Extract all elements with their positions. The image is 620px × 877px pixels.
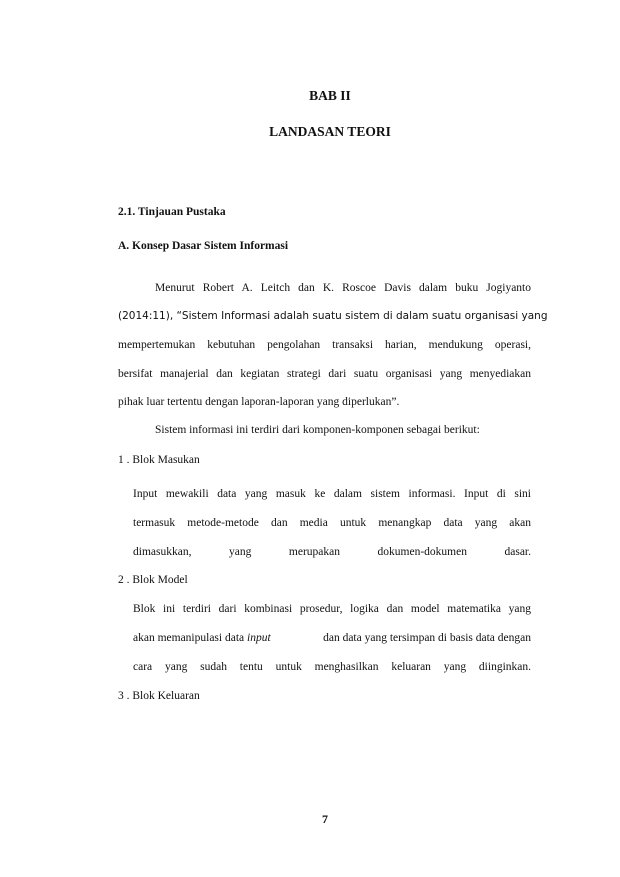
list-item-label: 1 . Blok Masukan — [118, 454, 200, 466]
list-item-text: cara yang sudah tentu untuk menghasilkan keluaran yang diinginkan. — [133, 661, 531, 673]
list-item-text-prefix: akan memanipulasi data — [133, 632, 248, 644]
paragraph-line: Menurut Robert A. Leitch dan K. Roscoe Davis dalam buku Jogiyanto — [155, 282, 531, 294]
list-item-text: Blok ini terdiri dari kombinasi prosedur, logika dan model matematika yang — [133, 603, 531, 615]
chapter-title: LANDASAN TEORI — [269, 124, 391, 139]
subsection-heading: A. Konsep Dasar Sistem Informasi — [118, 240, 289, 252]
list-item-text: termasuk metode-metode dan media untuk menangkap data yang akan — [133, 517, 531, 529]
list-item-text: Input mewakili data yang masuk ke dalam sistem informasi. Input di sini — [133, 488, 531, 500]
list-item-label: 2 . Blok Model — [118, 574, 188, 586]
paragraph-line: mempertemukan kebutuhan pengolahan transaksi harian, mendukung operasi, — [118, 339, 531, 351]
list-item-label: 3 . Blok Keluaran — [118, 690, 200, 702]
list-item-text: dimasukkan, yang merupakan dokumen-dokumen dasar. — [133, 546, 531, 558]
section-heading: 2.1. Tinjauan Pustaka — [118, 206, 226, 218]
list-item-text-suffix: dan data yang tersimpan di basis data dengan — [323, 632, 531, 644]
paragraph-line: pihak luar tertentu dengan laporan-laporan yang diperlukan”. — [118, 396, 400, 408]
paragraph-line: Sistem informasi ini terdiri dari komponen-komponen sebagai berikut: — [155, 424, 480, 436]
paragraph-line: bersifat manajerial dan kegiatan strategi dari suatu organisasi yang menyediakan — [118, 368, 531, 380]
paragraph-line: (2014:11), “Sistem Informasi adalah suatu sistem di dalam suatu organisasi yang — [118, 310, 548, 322]
chapter-number: BAB II — [309, 88, 351, 103]
list-item-text — [133, 632, 531, 644]
italic-term: input — [247, 632, 271, 644]
page-number: 7 — [322, 812, 328, 826]
